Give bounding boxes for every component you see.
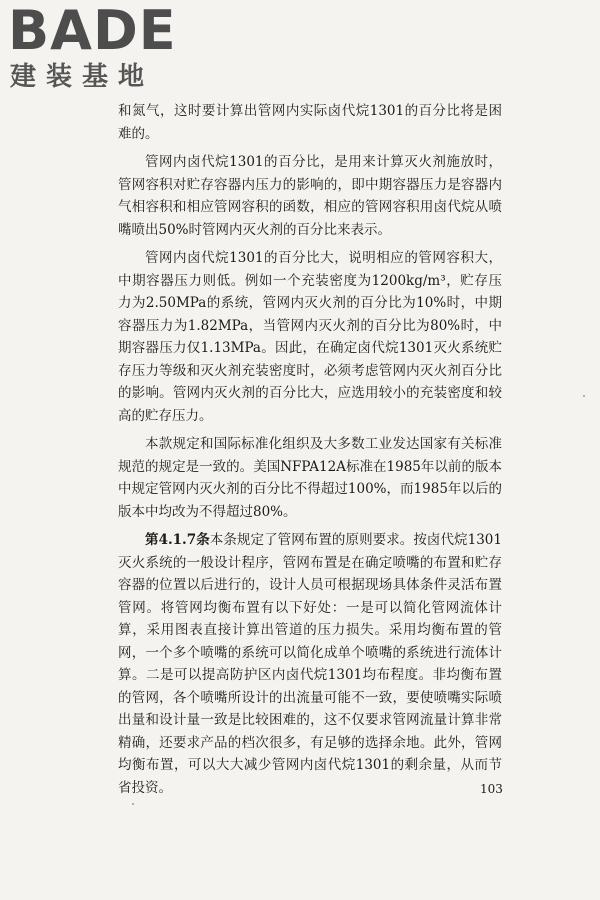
bade-logo [8,0,178,94]
logo-wordmark: BADE [8,0,177,62]
page-number: 103 [480,782,503,796]
paragraph-continuation: 和氮气，这时要计算出管网内实际卤代烷1301的百分比将是困难的。 [118,103,502,142]
clause-number: 第4.1.7条 [145,532,210,548]
scan-speck [583,395,585,397]
paragraph-clause-4-1-7 [118,529,502,799]
paragraph-standards: 本款规定和国际标准化组织及大多数工业发达国家有关标准规范的规定是一致的。美国NFPA12A标准在1985年以前的版本中规定管网内灭火剂的百分比不得超过100%，而1985年以后的版本中均改为不得超过80%。 [118,436,502,520]
paragraph-pressure-example: 管网内卤代烷1301的百分比大，说明相应的管网容积大，中期容器压力则低。例如一个充装密度为1200kg/m³，贮存压力为2.50MPa的系统，管网内灭火剂的百分比为10%时，中期容器压力为1.82MPa，当管网内灭火剂的百分比为80%时，中期容器压力仅1.13MPa。因此，在确定卤代烷1301灭火系统贮存压力等级和灭火剂充装密度时，必须考虑管网内灭火剂百分比的影响。管网内灭火剂的百分比大，应选用较小的充装密度和较高的贮存压力。 [118,250,502,424]
scan-speck [132,803,134,805]
document-body [118,100,502,805]
clause-text: 本条规定了管网布置的原则要求。按卤代烷1301灭火系统的一般设计程序，管网布置是在确定喷嘴的布置和贮存容器的位置以后进行的，设计人员可根据现场具体条件灵活布置管网。将管网均衡布置有以下好处：一是可以简化管网流体计算，采用图表直接计算出管道的压力损失。采用均衡布置的管网，一个多个喷嘴的系统可以简化成单个喷嘴的系统进行流体计算。二是可以提高防护区内卤代烷1301均布程度。非均衡布置的管网，各个喷嘴所设计的出流量可能不一致，要使喷嘴实际喷出量和设计量一致是比较困难的，这不仅要求管网流量计算非常精确，还要求产品的档次很多，有足够的选择余地。此外，管网均衡布置，可以大大减少管网内卤代烷1301的剩余量，从而节省投资。 [118,532,502,796]
paragraph-halon-percentage: 管网内卤代烷1301的百分比，是用来计算灭火剂施放时，管网容积对贮存容器内压力的影响的，即中期容器压力是容器内气相容积和相应管网容积的函数，相应的管网容积用卤代烷从喷嘴喷出50%时管网内灭火剂的百分比来表示。 [118,154,502,238]
logo-subtitle: 建装基地 [10,62,155,92]
